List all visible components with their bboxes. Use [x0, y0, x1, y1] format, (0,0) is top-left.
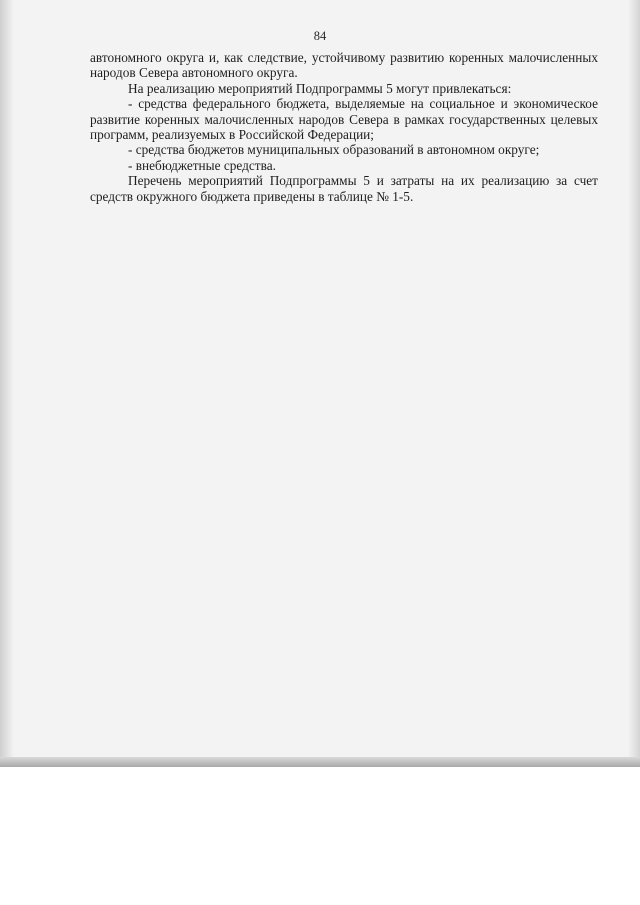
paragraph-funding-intro: На реализацию мероприятий Подпрограммы 5 могут привлекаться:: [128, 80, 512, 96]
scan-edge-right: [628, 0, 640, 765]
list-item-municipal-budgets: - средства бюджетов муниципальных образований в автономном округе;: [128, 142, 540, 158]
paragraph-continuation: автономного округа и, как следствие, устойчивому развитию коренных малочисленных народов Севера автономного округа.: [90, 50, 598, 81]
list-item-extrabudgetary: - внебюджетные средства.: [128, 157, 276, 173]
paragraph-table-reference: Перечень мероприятий Подпрограммы 5 и затраты на их реализацию за счет средств окружного бюджета приведены в таблице № 1-5.: [90, 173, 598, 204]
scan-edge-bottom: [0, 757, 640, 767]
list-item-federal-budget: - средства федерального бюджета, выделяемые на социальное и экономическое развитие коренных малочисленных народов Севера в рамках государственных целевых программ, реализуемых в Российской Федерации;: [90, 96, 598, 143]
page-number: 84: [313, 29, 327, 43]
scan-edge-left: [0, 0, 14, 765]
document-body: [90, 50, 598, 204]
